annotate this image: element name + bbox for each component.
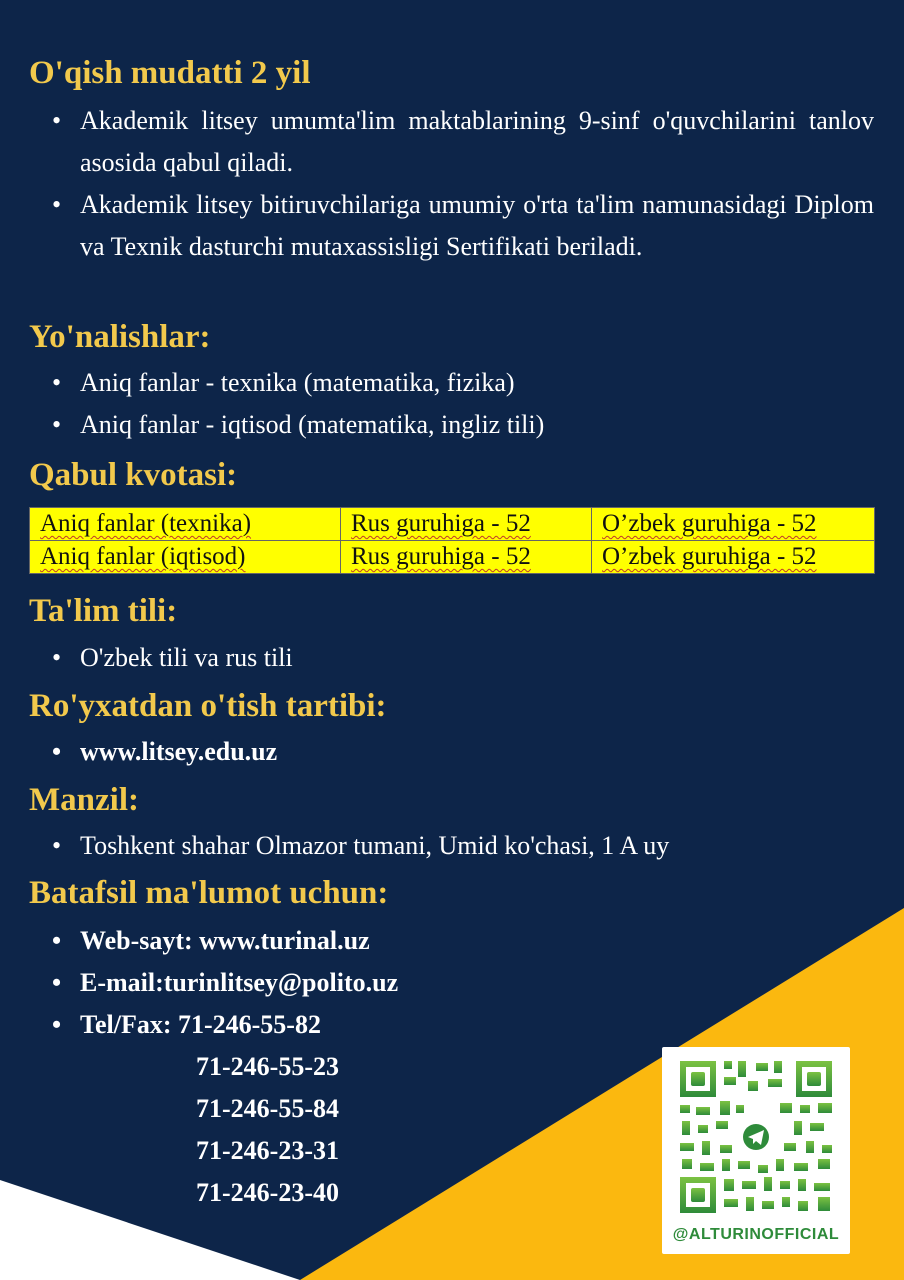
list-item: • Aniq fanlar - texnika (matematika, fizika) [52, 362, 874, 404]
phone-line: 71-246-55-23 [196, 1052, 339, 1081]
table-cell: O’zbek guruhiga - 52 [592, 541, 875, 574]
list-item: • Aniq fanlar - iqtisod (matematika, ingliz tili) [52, 404, 874, 446]
social-handle: @ALTURINOFFICIAL [672, 1226, 840, 1243]
directions-heading: Yo'nalishlar: [29, 319, 211, 355]
table-cell: Aniq fanlar (iqtisod) [30, 541, 341, 574]
table-cell: Aniq fanlar (texnika) [30, 508, 341, 541]
registration-link[interactable]: • www.litsey.edu.uz [52, 731, 874, 773]
study-duration-list [52, 100, 874, 268]
phone-line: 71-246-23-40 [196, 1178, 339, 1207]
website-link[interactable]: • Web-sayt: www.turinal.uz [52, 920, 874, 962]
list-item: • Toshkent shahar Olmazor tumani, Umid ko'chasi, 1 A uy [52, 825, 874, 867]
language-heading: Ta'lim tili: [29, 593, 178, 629]
qr-code-icon [676, 1057, 836, 1217]
quota-table [29, 507, 875, 574]
directions-list [52, 362, 874, 446]
quota-heading: Qabul kvotasi: [29, 457, 238, 493]
extra-phones-list [196, 1046, 339, 1214]
table-cell: Rus guruhiga - 52 [341, 508, 592, 541]
contacts-list [52, 920, 874, 1046]
phone-line: • Tel/Fax: 71-246-55-82 [52, 1004, 874, 1046]
email-link[interactable]: • E-mail:turinlitsey@polito.uz [52, 962, 874, 1004]
qr-card [662, 1047, 850, 1254]
list-item: • Akademik litsey bitiruvchilariga umumiy o'rta ta'lim namunasidagi Diplom va Texnik dasturchi mutaxassisligi Sertifikati beriladi. [52, 184, 874, 268]
table-cell: Rus guruhiga - 52 [341, 541, 592, 574]
phone-line: 71-246-23-31 [196, 1136, 339, 1165]
table-cell: O’zbek guruhiga - 52 [592, 508, 875, 541]
phone-line: 71-246-55-84 [196, 1094, 339, 1123]
registration-list [52, 731, 874, 773]
list-item: • O'zbek tili va rus tili [52, 637, 874, 679]
address-list [52, 825, 874, 867]
contacts-heading: Batafsil ma'lumot uchun: [29, 875, 389, 911]
registration-heading: Ro'yxatdan o'tish tartibi: [29, 688, 387, 724]
list-item: • Akademik litsey umumta'lim maktablarining 9-sinf o'quvchilarini tanlov asosida qabul qiladi. [52, 100, 874, 184]
address-heading: Manzil: [29, 782, 139, 818]
study-duration-heading: O'qish mudatti 2 yil [29, 55, 311, 91]
language-list [52, 637, 874, 679]
table-row [30, 508, 875, 541]
table-row [30, 541, 875, 574]
